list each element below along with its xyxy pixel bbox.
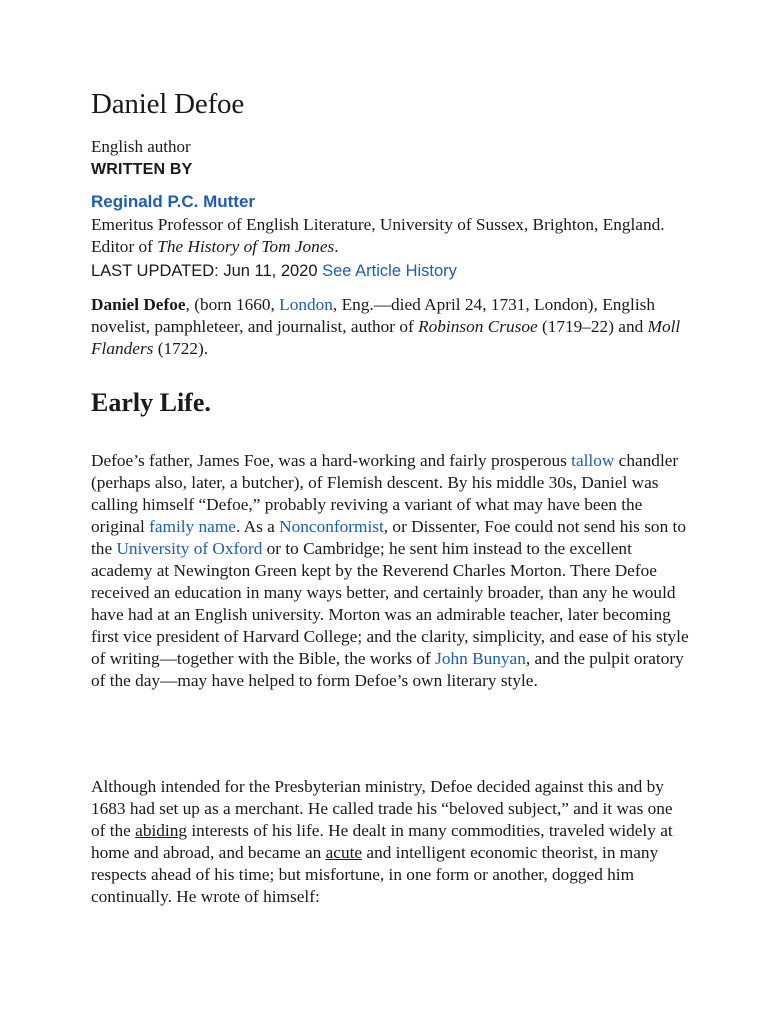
paragraph-text: or to Cambridge; he sent him instead to the excellent academy at Newington Green kept by the Reverend Charles Morton. There Defoe received an education in many ways better, and certainly broader, than any he would have had at an English university. Morton was an admirable teacher, later becoming first vice president of Harvard College; and the clarity, simplicity, and ease of his style of writing—together with the Bible, the works of [91, 539, 689, 668]
lead-paragraph [91, 294, 691, 360]
paragraph-text: Although intended for the Presbyterian ministry, Defoe decided against this and by 1683 had set up as a merchant. He called trade his “beloved subject,” and it was one of the [91, 777, 673, 840]
lead-subject-name: Daniel Defoe [91, 295, 186, 314]
article-subtitle: English author [91, 137, 191, 156]
author-name-link[interactable]: Reginald P.C. Mutter [91, 192, 256, 211]
body-paragraph-2 [91, 776, 691, 908]
book-title: Robinson Crusoe [418, 317, 538, 336]
lead-text: (1719–22) and [537, 317, 648, 336]
paragraph-text: . As a [235, 517, 280, 536]
book-title: Moll Flanders [91, 317, 681, 358]
author-bio-book: The History of Tom Jones [157, 237, 335, 256]
paragraph-text: , or Dissenter, Foe could not send his son to the [91, 517, 686, 558]
abiding-glossary-term[interactable]: abiding [135, 821, 187, 840]
university-of-oxford-link[interactable]: University of Oxford [116, 539, 263, 558]
article-title: Daniel Defoe [91, 88, 244, 120]
lead-text: , Eng.—died April 24, 1731, London), English novelist, pamphleteer, and journalist, author of [91, 295, 656, 336]
paragraph-text: chandler (perhaps also, later, a butcher), of Flemish descent. By his middle 30s, Daniel was calling himself “Defoe,” probably reviving a variant of what may have been the original [91, 451, 679, 536]
john-bunyan-link[interactable]: John Bunyan [435, 649, 526, 668]
paragraph-text: Defoe’s father, James Foe, was a hard-working and fairly prosperous [91, 451, 572, 470]
acute-glossary-term[interactable]: acute [325, 843, 363, 862]
london-link[interactable]: London [279, 295, 333, 314]
section-heading: Early Life. [91, 388, 211, 417]
paragraph-text: and intelligent economic theorist, in many respects ahead of his time; but misfortune, in one form or another, dogged him continually. He wrote of himself: [91, 843, 659, 906]
article-history-link[interactable]: See Article History [322, 262, 457, 280]
tallow-link[interactable]: tallow [571, 451, 615, 470]
author-bio [91, 214, 691, 258]
nonconformist-link[interactable]: Nonconformist [279, 517, 384, 536]
body-paragraph-1 [91, 450, 691, 692]
author-bio-end: . [334, 237, 339, 256]
written-by-label: WRITTEN BY [91, 161, 193, 178]
last-updated-text: LAST UPDATED: Jun 11, 2020 [91, 262, 318, 280]
paragraph-text: , and the pulpit oratory of the day—may have helped to form Defoe’s own literary style. [91, 649, 684, 690]
lead-text: , (born 1660, [185, 295, 280, 314]
paragraph-text: interests of his life. He dealt in many commodities, traveled widely at home and abroad, and became an [91, 821, 673, 862]
author-bio-text: Emeritus Professor of English Literature, University of Sussex, Brighton, England. Editor of [91, 215, 665, 256]
last-updated [91, 262, 457, 281]
family-name-link[interactable]: family name [149, 517, 236, 536]
lead-text: (1722). [153, 339, 209, 358]
